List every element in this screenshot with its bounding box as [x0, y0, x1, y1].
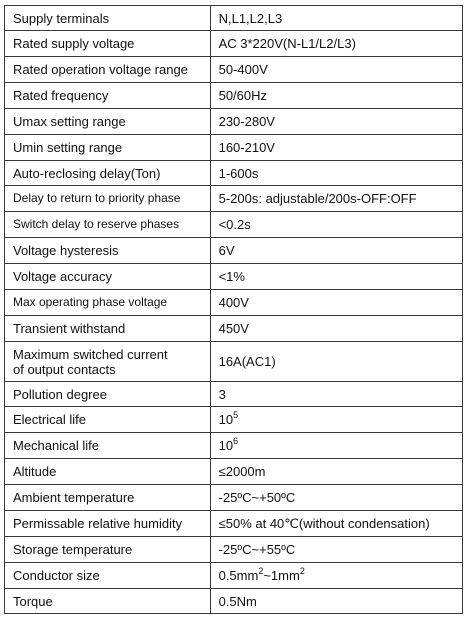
value-exponent: 2 [258, 565, 264, 576]
table-row [5, 382, 463, 407]
value-base: 10 [218, 438, 234, 453]
table-row [5, 342, 463, 382]
value-cell: 160-210V [210, 135, 462, 161]
value-cell: ≤50% at 40℃(without condensation) [210, 511, 462, 537]
table-row [5, 290, 463, 316]
table-row [5, 31, 463, 57]
table-row [5, 589, 463, 614]
value-part: 0.5mm [218, 568, 259, 583]
parameter-cell: Conductor size [5, 563, 211, 589]
value-cell: 50-400V [210, 57, 462, 83]
value-cell: AC 3*220V(N-L1/L2/L3) [210, 31, 462, 57]
table-row [5, 563, 463, 589]
specifications-table [4, 5, 463, 614]
value-cell: 400V [210, 290, 462, 316]
table-row [5, 6, 463, 31]
table-row [5, 433, 463, 459]
value-cell: 5-200s: adjustable/200s-OFF:OFF [210, 186, 462, 212]
parameter-cell: Altitude [5, 459, 211, 485]
parameter-cell: Switch delay to reserve phases [5, 212, 211, 238]
value-exponent: 2 [299, 565, 305, 576]
table-row [5, 161, 463, 186]
table-row [5, 212, 463, 238]
table-row [5, 511, 463, 537]
parameter-cell: Pollution degree [5, 382, 211, 407]
table-row [5, 238, 463, 264]
parameter-cell: Electrical life [5, 407, 211, 433]
value-cell: 6V [210, 238, 462, 264]
value-cell: -25ºC~+50ºC [210, 485, 462, 511]
table-row [5, 83, 463, 109]
parameter-cell: Umax setting range [5, 109, 211, 135]
parameter-line: of output contacts [13, 361, 116, 377]
value-cell: ≤2000m [210, 459, 462, 485]
value-cell: 50/60Hz [210, 83, 462, 109]
parameter-cell: Voltage accuracy [5, 264, 211, 290]
value-cell: 3 [210, 382, 462, 407]
parameter-cell: Transient withstand [5, 316, 211, 342]
parameter-line: Maximum switched current [13, 346, 168, 362]
parameter-cell: Ambient temperature [5, 485, 211, 511]
parameter-cell: Mechanical life [5, 433, 211, 459]
parameter-cell: Storage temperature [5, 537, 211, 563]
value-cell: 16A(AC1) [210, 342, 462, 382]
table-row [5, 186, 463, 212]
value-cell: <0.2s [210, 212, 462, 238]
value-cell [210, 563, 462, 589]
table-row [5, 407, 463, 433]
parameter-cell: Rated supply voltage [5, 31, 211, 57]
table-row [5, 316, 463, 342]
value-cell: 1-600s [210, 161, 462, 186]
value-part: ~1mm [263, 568, 300, 583]
value-cell: -25ºC~+55ºC [210, 537, 462, 563]
value-exponent: 5 [233, 409, 239, 420]
table-row [5, 57, 463, 83]
value-cell: N,L1,L2,L3 [210, 6, 462, 31]
table-row [5, 485, 463, 511]
table-row [5, 459, 463, 485]
value-exponent: 6 [233, 435, 239, 446]
table-row [5, 537, 463, 563]
value-cell [210, 433, 462, 459]
table-row [5, 135, 463, 161]
value-cell [210, 407, 462, 433]
table-row [5, 109, 463, 135]
value-cell: 230-280V [210, 109, 462, 135]
parameter-cell [5, 342, 211, 382]
parameter-cell: Supply terminals [5, 6, 211, 31]
parameter-cell: Auto-reclosing delay(Ton) [5, 161, 211, 186]
table-row [5, 264, 463, 290]
parameter-cell: Max operating phase voltage [5, 290, 211, 316]
parameter-cell: Umin setting range [5, 135, 211, 161]
parameter-cell: Delay to return to priority phase [5, 186, 211, 212]
parameter-cell: Permissable relative humidity [5, 511, 211, 537]
parameter-cell: Rated operation voltage range [5, 57, 211, 83]
value-cell: <1% [210, 264, 462, 290]
parameter-cell: Voltage hysteresis [5, 238, 211, 264]
value-cell: 0.5Nm [210, 589, 462, 614]
value-cell: 450V [210, 316, 462, 342]
parameter-cell: Torque [5, 589, 211, 614]
parameter-cell: Rated frequency [5, 83, 211, 109]
value-base: 10 [218, 412, 234, 427]
